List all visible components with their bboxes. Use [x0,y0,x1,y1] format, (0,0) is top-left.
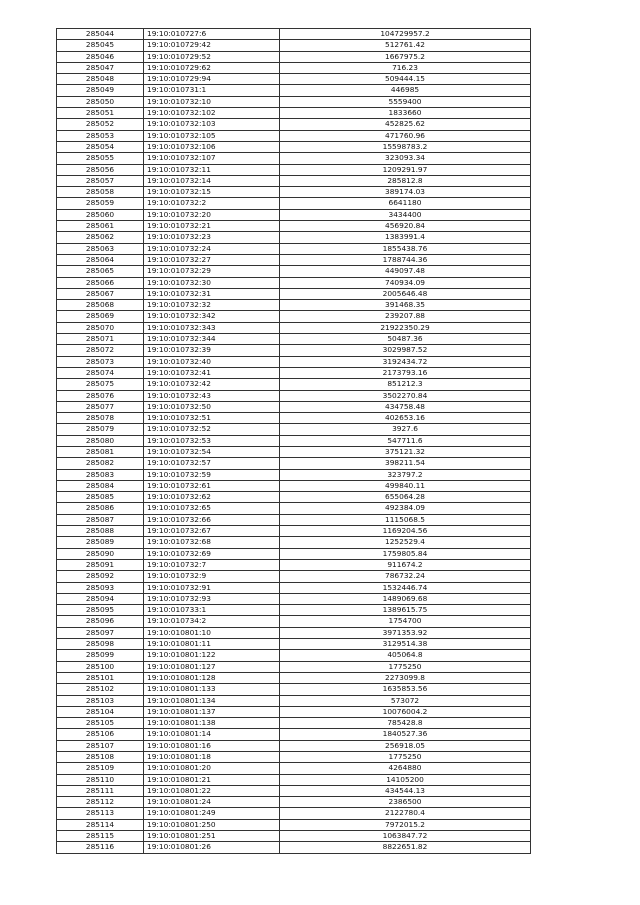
table-row [57,96,531,107]
amount-cell: 1833660 [280,108,531,119]
row-number-cell: 285054 [57,141,144,152]
cadastral-number-cell: 19:10:010732:14 [144,175,280,186]
amount-cell: 456920.84 [280,221,531,232]
row-number-cell: 285095 [57,605,144,616]
cadastral-number-cell: 19:10:010801:18 [144,752,280,763]
row-number-cell: 285083 [57,469,144,480]
amount-cell: 1489069.68 [280,593,531,604]
row-number-cell: 285056 [57,164,144,175]
table-row [57,232,531,243]
table-row [57,221,531,232]
table-row [57,616,531,627]
table-row [57,774,531,785]
row-number-cell: 285080 [57,435,144,446]
amount-cell: 1775250 [280,661,531,672]
row-number-cell: 285101 [57,672,144,683]
amount-cell: 786732.24 [280,571,531,582]
amount-cell: 1063847.72 [280,831,531,842]
table-row [57,627,531,638]
table-row [57,29,531,40]
row-number-cell: 285110 [57,774,144,785]
amount-cell: 1788744.36 [280,254,531,265]
cadastral-number-cell: 19:10:010801:24 [144,797,280,808]
amount-cell: 2173793.16 [280,367,531,378]
amount-cell: 851212.3 [280,379,531,390]
amount-cell: 1635853.56 [280,684,531,695]
table-row [57,559,531,570]
row-number-cell: 285089 [57,537,144,548]
table-row [57,334,531,345]
amount-cell: 50487.36 [280,334,531,345]
row-number-cell: 285093 [57,582,144,593]
row-number-cell: 285078 [57,413,144,424]
amount-cell: 655064.28 [280,492,531,503]
table-row [57,119,531,130]
table-row [57,819,531,830]
table-row [57,752,531,763]
row-number-cell: 285067 [57,288,144,299]
row-number-cell: 285115 [57,831,144,842]
cadastral-number-cell: 19:10:010732:66 [144,514,280,525]
row-number-cell: 285099 [57,650,144,661]
table-row [57,492,531,503]
row-number-cell: 285059 [57,198,144,209]
table-row [57,706,531,717]
table-row [57,164,531,175]
amount-cell: 471760.96 [280,130,531,141]
cadastral-number-cell: 19:10:010733:1 [144,605,280,616]
cadastral-number-cell: 19:10:010732:31 [144,288,280,299]
row-number-cell: 285100 [57,661,144,672]
cadastral-number-cell: 19:10:010801:138 [144,718,280,729]
cadastral-number-cell: 19:10:010801:127 [144,661,280,672]
row-number-cell: 285096 [57,616,144,627]
table-row [57,254,531,265]
row-number-cell: 285114 [57,819,144,830]
amount-cell: 256918.05 [280,740,531,751]
table-row [57,537,531,548]
table-row [57,379,531,390]
cadastral-number-cell: 19:10:010729:62 [144,62,280,73]
table-row [57,684,531,695]
amount-cell: 1754700 [280,616,531,627]
row-number-cell: 285079 [57,424,144,435]
table-row [57,277,531,288]
table-row [57,367,531,378]
cadastral-number-cell: 19:10:010801:249 [144,808,280,819]
row-number-cell: 285071 [57,334,144,345]
row-number-cell: 285091 [57,559,144,570]
cadastral-number-cell: 19:10:010732:69 [144,548,280,559]
row-number-cell: 285076 [57,390,144,401]
row-number-cell: 285075 [57,379,144,390]
table-row [57,593,531,604]
cadastral-number-cell: 19:10:010801:14 [144,729,280,740]
table-row [57,469,531,480]
table-row [57,424,531,435]
cadastral-number-cell: 19:10:010732:59 [144,469,280,480]
amount-cell: 547711.6 [280,435,531,446]
row-number-cell: 285052 [57,119,144,130]
amount-cell: 5559400 [280,96,531,107]
table-row [57,548,531,559]
row-number-cell: 285058 [57,187,144,198]
cadastral-number-cell: 19:10:010732:40 [144,356,280,367]
cadastral-number-cell: 19:10:010732:7 [144,559,280,570]
amount-cell: 2386500 [280,797,531,808]
amount-cell: 3434400 [280,209,531,220]
table-row [57,187,531,198]
amount-cell: 375121.32 [280,446,531,457]
amount-cell: 1169204.56 [280,526,531,537]
table-body [57,29,531,854]
row-number-cell: 285107 [57,740,144,751]
cadastral-number-cell: 19:10:010801:22 [144,785,280,796]
row-number-cell: 285105 [57,718,144,729]
amount-cell: 1840527.36 [280,729,531,740]
table-row [57,503,531,514]
amount-cell: 2273099.8 [280,672,531,683]
amount-cell: 389174.03 [280,187,531,198]
cadastral-number-cell: 19:10:010732:20 [144,209,280,220]
amount-cell: 573072 [280,695,531,706]
table-row [57,831,531,842]
table-row [57,40,531,51]
cadastral-number-cell: 19:10:010732:102 [144,108,280,119]
amount-cell: 3502270.84 [280,390,531,401]
cadastral-number-cell: 19:10:010732:39 [144,345,280,356]
row-number-cell: 285074 [57,367,144,378]
table-row [57,650,531,661]
amount-cell: 434758.48 [280,401,531,412]
table-row [57,571,531,582]
amount-cell: 512761.42 [280,40,531,51]
cadastral-number-cell: 19:10:010732:91 [144,582,280,593]
amount-cell: 449097.48 [280,266,531,277]
data-table [56,28,531,854]
row-number-cell: 285088 [57,526,144,537]
row-number-cell: 285064 [57,254,144,265]
amount-cell: 104729957.2 [280,29,531,40]
table-row [57,808,531,819]
row-number-cell: 285066 [57,277,144,288]
table-row [57,582,531,593]
row-number-cell: 285045 [57,40,144,51]
cadastral-number-cell: 19:10:010732:344 [144,334,280,345]
amount-cell: 499840.11 [280,480,531,491]
amount-cell: 21922350.29 [280,322,531,333]
cadastral-number-cell: 19:10:010732:24 [144,243,280,254]
row-number-cell: 285108 [57,752,144,763]
amount-cell: 1532446.74 [280,582,531,593]
row-number-cell: 285087 [57,514,144,525]
row-number-cell: 285070 [57,322,144,333]
row-number-cell: 285113 [57,808,144,819]
amount-cell: 452825.62 [280,119,531,130]
row-number-cell: 285085 [57,492,144,503]
amount-cell: 1383991.4 [280,232,531,243]
table-row [57,740,531,751]
amount-cell: 3192434.72 [280,356,531,367]
cadastral-number-cell: 19:10:010729:94 [144,74,280,85]
table-row [57,209,531,220]
amount-cell: 2005646.48 [280,288,531,299]
cadastral-number-cell: 19:10:010732:67 [144,526,280,537]
row-number-cell: 285063 [57,243,144,254]
cadastral-number-cell: 19:10:010729:42 [144,40,280,51]
amount-cell: 3029987.52 [280,345,531,356]
table-row [57,514,531,525]
row-number-cell: 285106 [57,729,144,740]
cadastral-number-cell: 19:10:010801:137 [144,706,280,717]
row-number-cell: 285044 [57,29,144,40]
amount-cell: 323797.2 [280,469,531,480]
table-row [57,729,531,740]
row-number-cell: 285102 [57,684,144,695]
amount-cell: 434544.13 [280,785,531,796]
amount-cell: 492384.09 [280,503,531,514]
cadastral-number-cell: 19:10:010732:53 [144,435,280,446]
cadastral-number-cell: 19:10:010732:15 [144,187,280,198]
row-number-cell: 285103 [57,695,144,706]
table-row [57,243,531,254]
amount-cell: 785428.8 [280,718,531,729]
cadastral-number-cell: 19:10:010727:6 [144,29,280,40]
cadastral-number-cell: 19:10:010732:103 [144,119,280,130]
row-number-cell: 285081 [57,446,144,457]
amount-cell: 446985 [280,85,531,96]
cadastral-number-cell: 19:10:010732:342 [144,311,280,322]
table-row [57,639,531,650]
table-row [57,785,531,796]
cadastral-number-cell: 19:10:010801:122 [144,650,280,661]
cadastral-number-cell: 19:10:010732:41 [144,367,280,378]
cadastral-number-cell: 19:10:010732:9 [144,571,280,582]
amount-cell: 15598783.2 [280,141,531,152]
cadastral-number-cell: 19:10:010801:20 [144,763,280,774]
table-row [57,797,531,808]
table-row [57,413,531,424]
table-row [57,695,531,706]
row-number-cell: 285090 [57,548,144,559]
row-number-cell: 285069 [57,311,144,322]
table-row [57,198,531,209]
amount-cell: 1759805.84 [280,548,531,559]
amount-cell: 1252529.4 [280,537,531,548]
cadastral-number-cell: 19:10:010732:42 [144,379,280,390]
cadastral-number-cell: 19:10:010732:11 [144,164,280,175]
cadastral-number-cell: 19:10:010801:11 [144,639,280,650]
row-number-cell: 285073 [57,356,144,367]
cadastral-number-cell: 19:10:010732:52 [144,424,280,435]
row-number-cell: 285086 [57,503,144,514]
row-number-cell: 285077 [57,401,144,412]
amount-cell: 391468.35 [280,300,531,311]
amount-cell: 1775250 [280,752,531,763]
cadastral-number-cell: 19:10:010732:57 [144,458,280,469]
table-row [57,480,531,491]
table-row [57,842,531,853]
amount-cell: 716.23 [280,62,531,73]
table-row [57,266,531,277]
cadastral-number-cell: 19:10:010729:52 [144,51,280,62]
cadastral-number-cell: 19:10:010801:26 [144,842,280,853]
amount-cell: 402653.16 [280,413,531,424]
row-number-cell: 285065 [57,266,144,277]
table-row [57,446,531,457]
table-row [57,322,531,333]
table-row [57,85,531,96]
cadastral-number-cell: 19:10:010732:29 [144,266,280,277]
table-row [57,661,531,672]
cadastral-number-cell: 19:10:010801:10 [144,627,280,638]
table-row [57,130,531,141]
amount-cell: 1389615.75 [280,605,531,616]
row-number-cell: 285097 [57,627,144,638]
row-number-cell: 285109 [57,763,144,774]
table-row [57,356,531,367]
cadastral-number-cell: 19:10:010732:30 [144,277,280,288]
table-row [57,435,531,446]
cadastral-number-cell: 19:10:010731:1 [144,85,280,96]
amount-cell: 6641180 [280,198,531,209]
row-number-cell: 285048 [57,74,144,85]
cadastral-number-cell: 19:10:010732:2 [144,198,280,209]
amount-cell: 3129514.38 [280,639,531,650]
amount-cell: 285812.8 [280,175,531,186]
cadastral-number-cell: 19:10:010732:21 [144,221,280,232]
cadastral-number-cell: 19:10:010732:32 [144,300,280,311]
amount-cell: 405064.8 [280,650,531,661]
cadastral-number-cell: 19:10:010732:68 [144,537,280,548]
amount-cell: 1667975.2 [280,51,531,62]
row-number-cell: 285116 [57,842,144,853]
cadastral-number-cell: 19:10:010801:133 [144,684,280,695]
cadastral-number-cell: 19:10:010732:106 [144,141,280,152]
amount-cell: 14105200 [280,774,531,785]
table-row [57,526,531,537]
cadastral-number-cell: 19:10:010732:61 [144,480,280,491]
row-number-cell: 285068 [57,300,144,311]
table-row [57,108,531,119]
amount-cell: 4264880 [280,763,531,774]
row-number-cell: 285057 [57,175,144,186]
row-number-cell: 285060 [57,209,144,220]
cadastral-number-cell: 19:10:010732:65 [144,503,280,514]
row-number-cell: 285055 [57,153,144,164]
row-number-cell: 285053 [57,130,144,141]
cadastral-number-cell: 19:10:010801:251 [144,831,280,842]
row-number-cell: 285051 [57,108,144,119]
cadastral-number-cell: 19:10:010732:62 [144,492,280,503]
table-row [57,288,531,299]
row-number-cell: 285112 [57,797,144,808]
cadastral-number-cell: 19:10:010732:93 [144,593,280,604]
amount-cell: 509444.15 [280,74,531,85]
amount-cell: 323093.34 [280,153,531,164]
cadastral-number-cell: 19:10:010732:50 [144,401,280,412]
cadastral-number-cell: 19:10:010732:107 [144,153,280,164]
cadastral-number-cell: 19:10:010732:27 [144,254,280,265]
cadastral-number-cell: 19:10:010732:51 [144,413,280,424]
table-row [57,401,531,412]
row-number-cell: 285084 [57,480,144,491]
cadastral-number-cell: 19:10:010801:128 [144,672,280,683]
row-number-cell: 285104 [57,706,144,717]
cadastral-number-cell: 19:10:010732:43 [144,390,280,401]
row-number-cell: 285072 [57,345,144,356]
cadastral-number-cell: 19:10:010732:105 [144,130,280,141]
amount-cell: 2122780.4 [280,808,531,819]
table-row [57,605,531,616]
row-number-cell: 285061 [57,221,144,232]
amount-cell: 1115068.5 [280,514,531,525]
amount-cell: 1855438.76 [280,243,531,254]
cadastral-number-cell: 19:10:010801:21 [144,774,280,785]
row-number-cell: 285111 [57,785,144,796]
table-row [57,300,531,311]
row-number-cell: 285049 [57,85,144,96]
cadastral-number-cell: 19:10:010734:2 [144,616,280,627]
cadastral-number-cell: 19:10:010732:54 [144,446,280,457]
table-row [57,345,531,356]
row-number-cell: 285062 [57,232,144,243]
amount-cell: 8822651.82 [280,842,531,853]
amount-cell: 3971353.92 [280,627,531,638]
cadastral-number-cell: 19:10:010801:250 [144,819,280,830]
table-row [57,458,531,469]
table-row [57,763,531,774]
table-row [57,153,531,164]
cadastral-number-cell: 19:10:010732:10 [144,96,280,107]
row-number-cell: 285094 [57,593,144,604]
table-row [57,51,531,62]
row-number-cell: 285098 [57,639,144,650]
amount-cell: 10076004.2 [280,706,531,717]
amount-cell: 7972015.2 [280,819,531,830]
cadastral-number-cell: 19:10:010801:134 [144,695,280,706]
table-row [57,175,531,186]
row-number-cell: 285082 [57,458,144,469]
amount-cell: 398211.54 [280,458,531,469]
cadastral-number-cell: 19:10:010732:23 [144,232,280,243]
row-number-cell: 285050 [57,96,144,107]
table-row [57,74,531,85]
table-row [57,311,531,322]
amount-cell: 239207.88 [280,311,531,322]
row-number-cell: 285046 [57,51,144,62]
table-row [57,672,531,683]
table-row [57,390,531,401]
amount-cell: 740934.09 [280,277,531,288]
table-row [57,718,531,729]
cadastral-number-cell: 19:10:010801:16 [144,740,280,751]
table-row [57,62,531,73]
amount-cell: 1209291.97 [280,164,531,175]
row-number-cell: 285047 [57,62,144,73]
row-number-cell: 285092 [57,571,144,582]
amount-cell: 3927.6 [280,424,531,435]
table-row [57,141,531,152]
cadastral-number-cell: 19:10:010732:343 [144,322,280,333]
amount-cell: 911674.2 [280,559,531,570]
